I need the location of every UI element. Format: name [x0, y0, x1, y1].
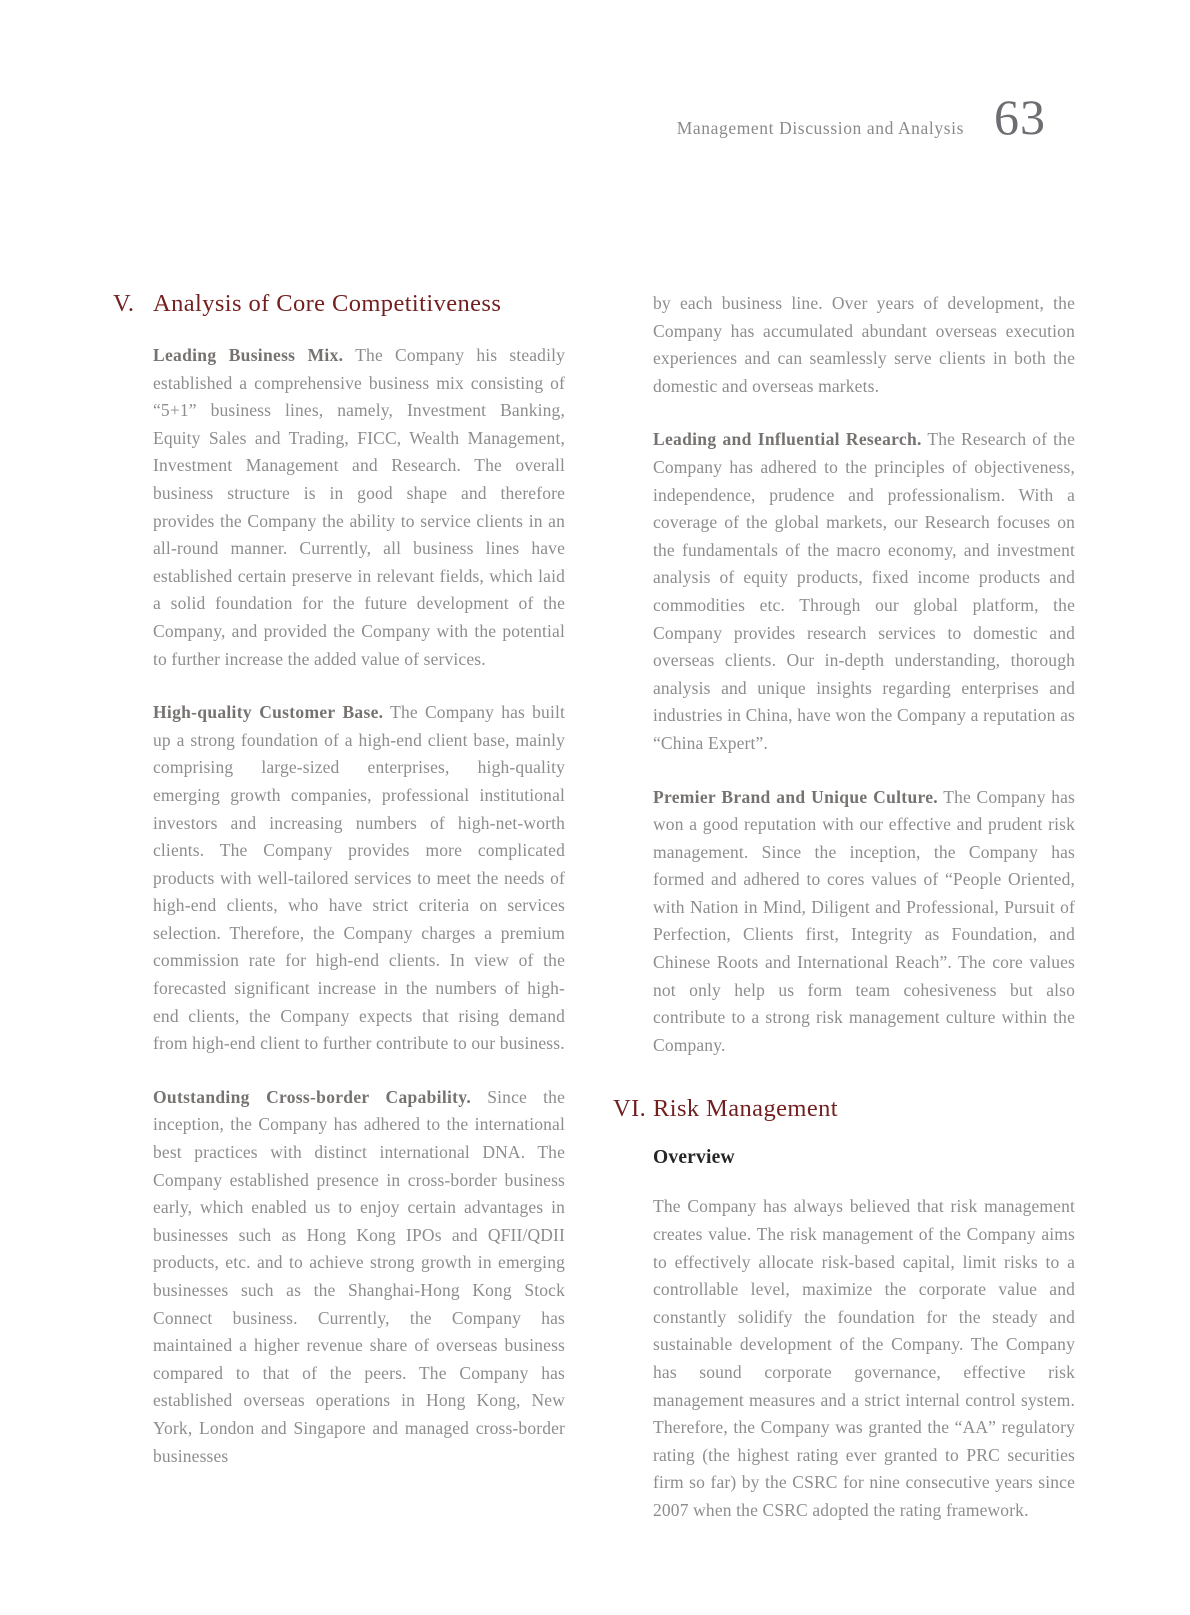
paragraph-text: The Company has won a good reputation with our effective and prudent risk management. Since the inception, the Company has formed and adhered to cores values of “People Oriented, with Nation in Mind, Diligent and Professional, Pursuit of Perfection, Clients first, Integrity as Foundation, and Chinese Roots and International Reach”. The core values not only help us form team cohesiveness but also contribute to a strong risk management culture within the Company. — [653, 786, 1075, 1055]
section-number: VI. — [613, 1095, 647, 1123]
paragraph-high-quality-customer-base — [153, 699, 565, 1058]
paragraph-lead: High-quality Customer Base. — [153, 702, 384, 723]
paragraph-risk-management-overview — [653, 1193, 1075, 1524]
paragraph-continuation — [653, 290, 1075, 400]
paragraph-leading-influential-research — [653, 426, 1075, 757]
paragraph-cross-border-capability — [153, 1084, 565, 1470]
section-title: Analysis of Core Competitiveness — [153, 290, 502, 317]
paragraph-lead: Premier Brand and Unique Culture. — [653, 786, 938, 807]
paragraph-lead: Leading Business Mix. — [153, 345, 344, 365]
paragraph-text: The Research of the Company has adhered to the principles of objectiveness, independence, prudence and professionalism. With a coverage of the global markets, our Research focuses on the fundamentals of the macro economy, and investment analysis of equity products, fixed income products and commodities etc. Through our global platform, the Company provides research services to domestic and overseas clients. Our in-depth understanding, thorough analysis and unique insights regarding enterprises and industries in China, have won the Company a reputation as “China Expert”. — [653, 429, 1075, 753]
page-header — [0, 89, 1046, 145]
paragraph-lead: Leading and Influential Research. — [653, 429, 922, 450]
right-column — [613, 290, 1075, 1551]
paragraph-text: by each business line. Over years of development, the Company has accumulated abundant overseas execution experiences and can seamlessly serve clients in both the domestic and overseas markets. — [653, 293, 1075, 396]
section-heading-v — [113, 290, 565, 318]
left-column — [113, 290, 565, 1551]
section-number: V. — [113, 290, 135, 317]
paragraph-text: The Company has built up a strong foundation of a high-end client base, mainly comprising large-sized enterprises, high-quality emerging growth companies, professional institutional investors and increasing numbers of high-net-worth clients. The Company provides more complicated products with well-tailored services to meet the needs of high-end clients, who have strict criteria on services selection. Therefore, the Company charges a premium commission rate for high-end clients. In view of the forecasted significant increase in the numbers of high-end clients, the Company expects that rising demand from high-end client to further contribute to our business. — [153, 702, 565, 1054]
paragraph-text: Since the inception, the Company has adhered to the international best practices with distinct international DNA. The Company established presence in cross-border business early, which enabled us to enjoy certain advantages in businesses such as Hong Kong IPOs and QFII/QDII products, etc. and to achieve strong growth in emerging businesses such as the Shanghai-Hong Kong Stock Connect business. Currently, the Company has maintained a higher revenue share of overseas business compared to that of the peers. The Company has established overseas operations in Hong Kong, New York, London and Singapore and managed cross-border businesses — [153, 1086, 565, 1466]
running-header-title: Management Discussion and Analysis — [676, 118, 964, 138]
paragraph-premier-brand-unique-culture — [653, 784, 1075, 1060]
paragraph-leading-business-mix — [153, 342, 565, 673]
section-heading-vi — [613, 1095, 1075, 1123]
subheading-overview: Overview — [653, 1147, 735, 1169]
section-title: Risk Management — [653, 1095, 838, 1123]
page-number: 63 — [994, 89, 1046, 145]
paragraph-lead: Outstanding Cross-border Capability. — [153, 1086, 472, 1107]
two-column-content — [113, 290, 1075, 1551]
paragraph-text: The Company his steadily established a comprehensive business mix consisting of “5+1” business lines, namely, Investment Banking, Equity Sales and Trading, FICC, Wealth Management, Investment Management and Research. The overall business structure is in good shape and therefore provides the Company the ability to service clients in an all-round manner. Currently, all business lines have established certain preserve in relevant fields, which laid a solid foundation for the future development of the Company, and provided the Company with the potential to further increase the added value of services. — [153, 345, 565, 669]
paragraph-text: The Company has always believed that risk management creates value. The risk management of the Company aims to effectively allocate risk-based capital, limit risks to a controllable level, maximize the corporate value and constantly solidify the foundation for the steady and sustainable development of the Company. The Company has sound corporate governance, effective risk management measures and a strict internal control system. Therefore, the Company was granted the “AA” regulatory rating (the highest rating ever granted to PRC securities firm so far) by the CSRC for nine consecutive years since 2007 when the CSRC adopted the rating framework. — [653, 1196, 1075, 1520]
